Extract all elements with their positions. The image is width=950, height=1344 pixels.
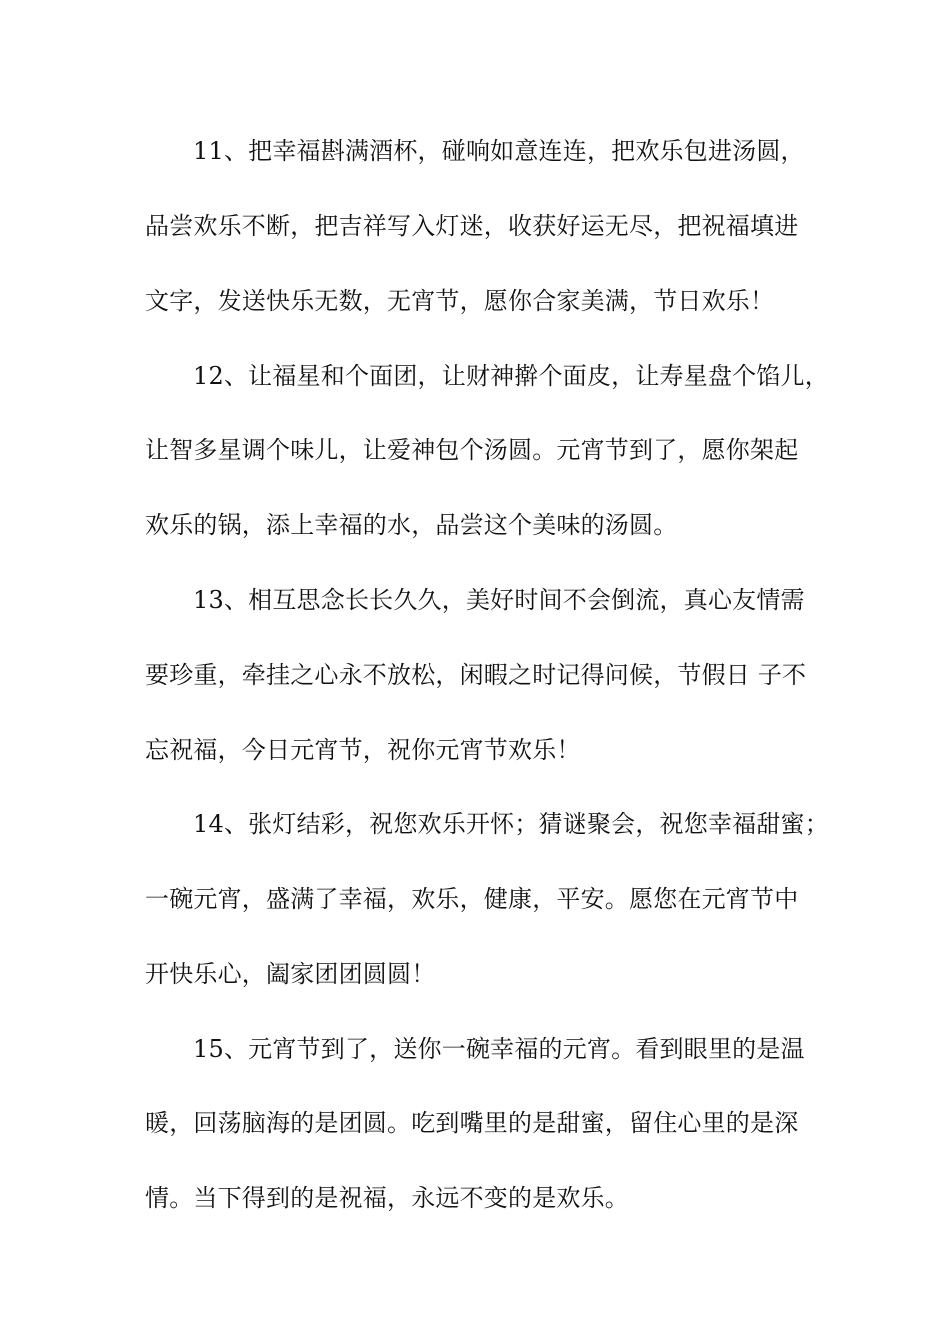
paragraph-15-line-3: 情。当下得到的是祝福，永远不变的是欢乐。 [145,1184,629,1212]
paragraph-13-line-2: 要珍重，牵挂之心永不放松，闲暇之时记得问候，节假日 子不 [145,661,807,689]
paragraph-14-line-3: 开快乐心，阖家团团圆圆！ [145,960,436,988]
paragraph-11-line-3: 文字，发送快乐无数，无宵节，愿你合家美满，节日欢乐！ [145,287,775,315]
paragraph-15-line-2: 暖，回荡脑海的是团圆。吃到嘴里的是甜蜜，留住心里的是深 [145,1109,799,1137]
paragraph-13-line-3: 忘祝福，今日元宵节，祝你元宵节欢乐！ [145,736,581,764]
paragraph-11-line-2: 品尝欢乐不断，把吉祥写入灯迷，收获好运无尽，把祝福填进 [145,212,799,240]
paragraph-12-line-2: 让智多星调个味儿，让爱神包个汤圆。元宵节到了，愿你架起 [145,436,799,464]
paragraph-13-line-1: 13、相互思念长长久久，美好时间不会倒流，真心友情需 [193,586,805,614]
paragraph-14-line-2: 一碗元宵，盛满了幸福，欢乐，健康，平安。愿您在元宵节中 [145,885,799,913]
paragraph-12-line-1: 12、让福星和个面团，让财神擀个面皮，让寿星盘个馅儿， [193,362,829,390]
paragraph-14-line-1: 14、张灯结彩，祝您欢乐开怀；猜谜聚会，祝您幸福甜蜜； [193,810,829,838]
paragraph-11-line-1: 11、把幸福斟满酒杯，碰响如意连连，把欢乐包进汤圆， [193,137,805,165]
paragraph-15-line-1: 15、元宵节到了，送你一碗幸福的元宵。看到眼里的是温 [193,1035,805,1063]
paragraph-12-line-3: 欢乐的锅，添上幸福的水，品尝这个美味的汤圆。 [145,511,678,539]
